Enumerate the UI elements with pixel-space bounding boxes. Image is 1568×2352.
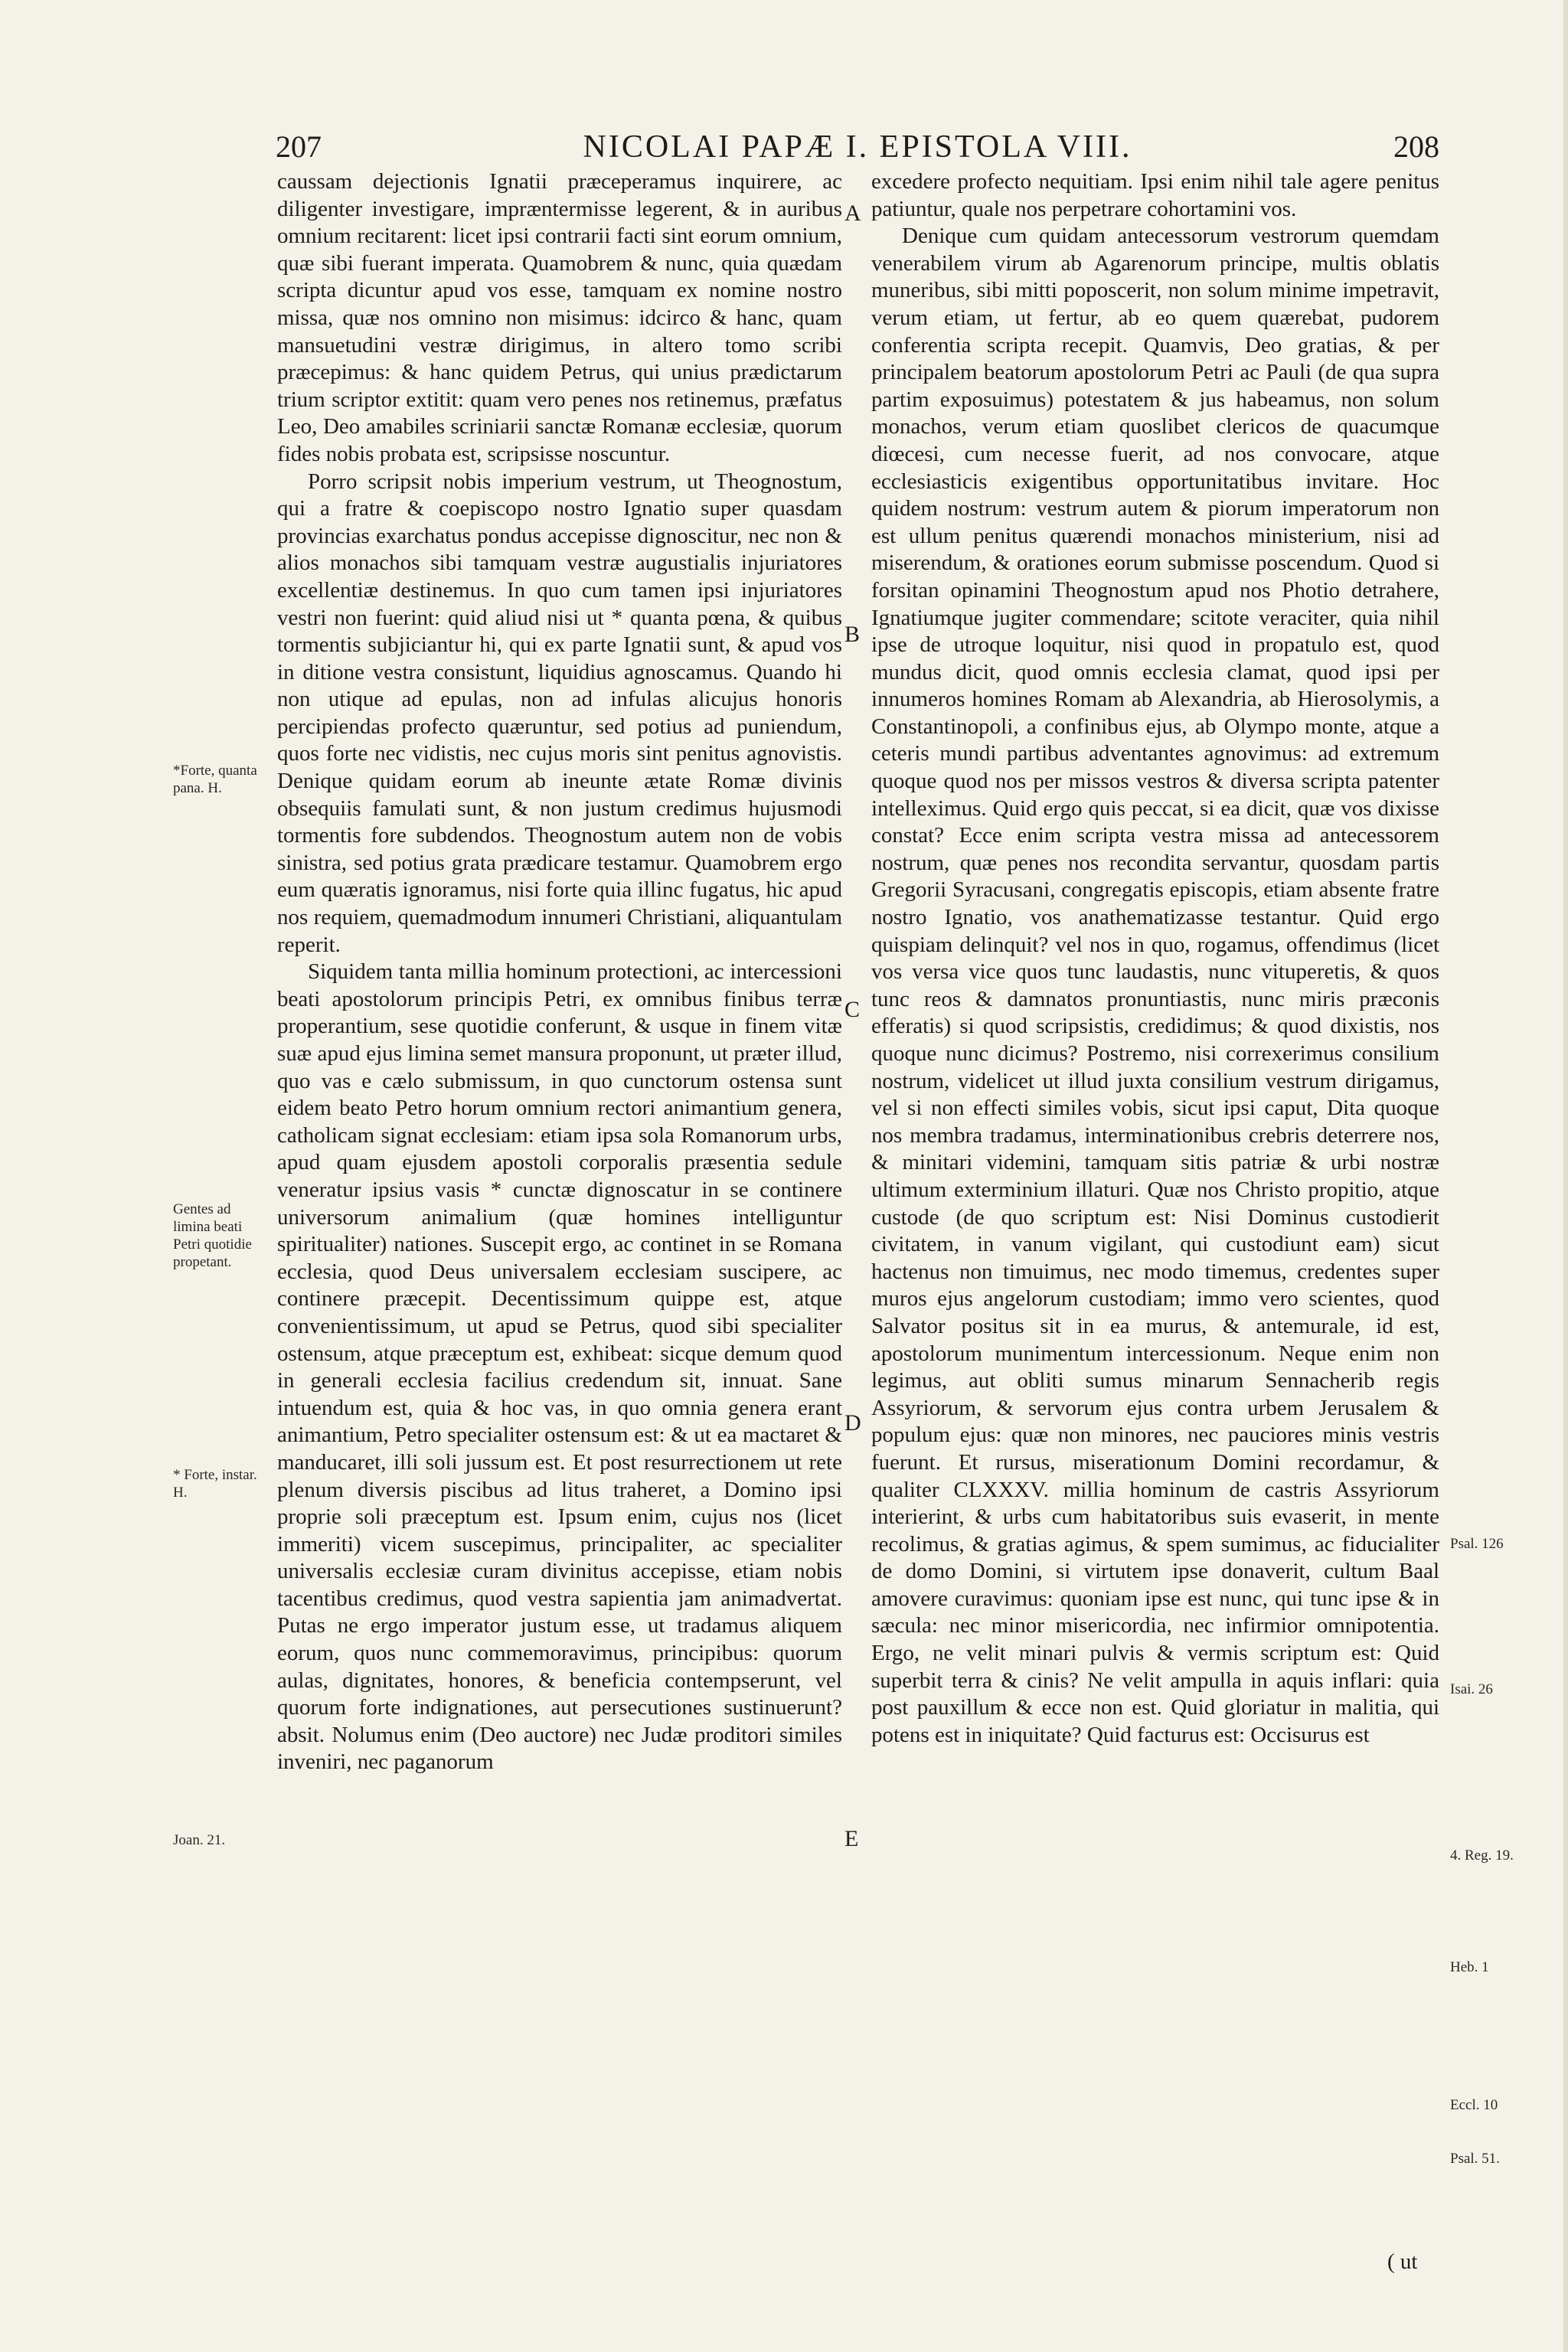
section-letter: B	[844, 622, 861, 647]
right-page-number: 208	[1393, 129, 1439, 164]
paragraph: caussam dejectionis Ignatii præceperamus inquirere, ac diligenter investigare, impræntermisse legerent, & in auribus omnium recitarent: licet ipsi contrarii facti sint eorum omnium, quæ sibi fuerant imperata. Quamobrem & nunc, quia quædam scripta dicuntur apud vos esse, tamquam ex nomine nostro missa, quæ nos omnino non misimus: idcirco & hanc, quam mansuetudini vestræ dirigimus, in altero tomo scribi præcepimus: & hanc quidem Petrus, qui unius prædictarum trium scriptor extitit: quam vero penes nos retinemus, præfatus Leo, Deo amabiles scriniarii sanctæ Romanæ ecclesiæ, quorum fides nobis probata est, scripsisse noscuntur.	[277, 169, 842, 466]
running-head	[276, 129, 1439, 165]
left-page-number: 207	[276, 129, 322, 164]
section-letter: A	[844, 201, 861, 226]
margin-note: Isai. 26	[1450, 1681, 1493, 1697]
left-text-column	[277, 168, 842, 1776]
margin-note: Psal. 51.	[1450, 2151, 1500, 2167]
paragraph: Denique cum quidam antecessorum vestrorum quemdam venerabilem virum ab Agarenorum principe, multis oblatis muneribus, sibi mitti poposcerit, non solum minime impetravit, verum etiam, ut fertur, ab eo quem quærebat, pudorem conferentia scripta recepit. Quamvis, Deo gratias, & per principalem beatorum apostolorum Petri ac Pauli (de qua supra partim exposuimus) potestatem & jus habeamus, non solum monachos, verum etiam quoslibet clericos de quacumque diœcesi, cum necesse fuerit, ad nos convocare, atque ecclesiasticis exigentibus opportunitatibus invitare. Hoc quidem nostrum: vestrum autem & piorum imperatorum non est ullum penitus quærendi monachos ministerium, nisi ad miserendum, & orationes eorum submisse poscendum. Quod si forsitan opinamini Theognostum apud nos Photio detrahere, Ignatiumque jugiter commendare; scitote veraciter, quia nihil ipse de utroque loquitur, nisi quod in propatulo est, quod mundus dicit, quod omnis ecclesia clamat, quod ipsi per innumeros homines Romam ab Alexandria, ab Hierosolymis, a Constantinopoli, a confinibus ejus, ab Olympo monte, atque a ceteris mundi partibus adventantes agnovimus: ad extremum quoque quod nos per missos vestros & diversa scripta patenter intelleximus. Quid ergo quis peccat, si ea dicit, quæ vos dixisse constat? Ecce enim scripta vestra missa ad antecessorem nostrum, quæ penes nos recondita servantur, quosdam partis Gregorii Syracusani, congregatis episcopis, etiam absente fratre nostro Ignatio, vos anathematizasse testantur. Quid ergo quispiam delinquit? vel nos in quo, rogamus, offendimus (licet vos versa vice quos tunc laudastis, nunc vituperetis, & quos tunc reos & damnatos pronuntiastis, nunc miris præconis efferatis) si quod scripsistis, credidimus; & quod dixistis, nos quoque nunc dicimus? Postremo, nisi correxerimus consilium nostrum, videlicet ut illud juxta consilium vestrum dirigamus, vel si non effecti similes vobis, sicut ipsi caput, Dita quoque nos membra tradamus, interminationibus crebris deterrere nos, & minitari videmini, tamquam sitis patriæ & urbi nostræ ultimum exterminium illaturi. Quæ nos Christo propitio, atque custode (de quo scriptum est: Nisi Dominus custodierit civitatem, in vanum vigilant, qui custodiunt eam) sicut hactenus non timuimus, nec modo timemus, credentes super muros ejus angelorum custodiam; immo vero scientes, quod Salvator positus sit in ea murus, & antemurale, id est, apostolorum munimentum intercessionum. Neque enim non legimus, aut obliti sumus minarum Sennacherib regis Assyriorum, & servorum ejus contra urbem Jerusalem & populum ejus: quæ non minores, nec pauciores minis vestris fuerunt. Et rursus, miserationum Domini recordamur, & qualiter CLXXXV. millia hominum de castris Assyriorum interierint, & urbs cum habitatoribus suis evaserit, in mente recolimus, & gratias agimus, & spem sumimus, ac fiducialiter de domo Domini, si virtutem ipse donaverit, cultum Baal amovere curavimus: quoniam ipse est nunc, qui tunc ipse & in sæcula: nec minor misericordia, nec infirmior omnipotentia. Ergo, ne velit minari pulvis & vermis scriptum est: Quid superbit terra & cinis? Ne velit ampulla in aquis inflari: quia post pauxillum & ecce non est. Quid gloriatur in malitia, qui potens est in iniquitate? Quid facturus est: Occisurus est	[871, 224, 1439, 1747]
right-text-column	[871, 168, 1439, 1749]
section-letter: D	[844, 1410, 861, 1436]
paragraph: excedere profecto nequitiam. Ipsi enim nihil tale agere penitus patiuntur, quale nos perpetrare cohortamini vos.	[871, 169, 1439, 221]
page-title: NICOLAI PAPÆ I. EPISTOLA VIII.	[583, 129, 1132, 165]
paragraph: Porro scripsit nobis imperium vestrum, ut Theognostum, qui a fratre & coepiscopo nostro Ignatio super quasdam provincias exarchatus pondus accepisse dignoscitur, nec non & alios monachos sibi tamquam vestræ augustialis injuriatores excellentiæ destinemus. In quo cum tamen ipsi injuriatores vestri non fuerint: quid aliud nisi ut * quanta pœna, & quibus tormentis subjiciantur hi, qui ex parte Ignatii sunt, & apud vos in ditione vestra consistunt, liquidius agnoscamus. Quando hi non utique ad epulas, non ad infulas alicujus honoris percipiendas profecto quæruntur, sed potius ad puniendum, quos forte nec vidistis, nec cujus moris sint penitus agnovistis. Denique quidam eorum ab ineunte ætate Romæ divinis obsequiis famulati sunt, & non justum credimus hujusmodi tormentis fore subdendos. Theognostum autem non de vobis sinistra, sed potius grata prædicare testamur. Quamobrem ergo eum quæratis ignoramus, nisi forte quia illinc fugatus, hic apud nos requiem, quemadmodum innumeri Christiani, aliquantulam reperit.	[277, 469, 842, 957]
margin-note: Psal. 126	[1450, 1536, 1504, 1552]
page-edge	[1563, 0, 1568, 2352]
paragraph: Siquidem tanta millia hominum protectioni, ac intercessioni beati apostolorum principis Petri, ex omnibus finibus terræ properantium, sese quotidie conferunt, & usque in finem vitæ suæ apud ejus limina semet mansura proponunt, ut præter illud, quo vas e cælo submissum, in quo cunctorum ostensa sunt eidem beato Petro horum omnium rectori animantium genera, catholicam signat ecclesiam: etiam ipsa sola Romanorum urbs, apud quam ejusdem apostoli corporalis præsentia sedule veneratur ipsius vasis * cunctæ dignoscatur in se continere universorum animalium (quæ homines intelliguntur spiritualiter) nationes. Suscepit ergo, ac continet in se Romana ecclesia, quod Deus universalem ecclesiam suscipere, ac continere præcepit. Decentissimum quippe est, atque convenientissimum, ut apud se Petrus, quod sibi specialiter ostensum, atque præceptum est, exhibeat: sicque demum quod in generali ecclesia facilius credendum sit, innuat. Sane intuendum est, quia & hoc vas, in quo omnia genera erant animantium, Petro specialiter ostensum est: & ut ea mactaret & manducaret, illi soli jussum est. Et post resurrectionem ut rete plenum diversis piscibus ad litus traheret, a Domino ipsi proprie soli præceptum est. Ipsum enim, cujus nos (licet immeriti) vicem suscepimus, principaliter, ac specialiter universalis ecclesiæ curam divinitus accepisse, etiam nobis tacentibus credimus, quod vestra sapientia jam animadvertat. Putas ne ergo imperator justum esse, ut tradamus aliquem eorum, quos nunc commemoravimus, principibus: quorum aulas, dignitates, honores, & beneficia contempserunt, vel quorum forte indignationes, aut persecutiones sustinuerunt? absit. Nolumus enim (Deo auctore) nec Judæ proditori similes inveniri, nec paganorum	[277, 959, 842, 1775]
catchword: ( ut	[1387, 2249, 1418, 2274]
margin-note: 4. Reg. 19.	[1450, 1847, 1514, 1864]
section-letter: C	[844, 997, 861, 1022]
margin-note: Gentes ad limina beati Petri quotidie propetant.	[173, 1201, 252, 1270]
section-letter: E	[844, 1826, 859, 1851]
margin-note: Heb. 1	[1450, 1959, 1489, 1975]
margin-note: Joan. 21.	[173, 1832, 226, 1848]
margin-note: *Forte, quanta pana. H.	[173, 763, 257, 796]
margin-note: Eccl. 10	[1450, 2097, 1498, 2113]
margin-note: * Forte, instar. H.	[173, 1467, 257, 1501]
